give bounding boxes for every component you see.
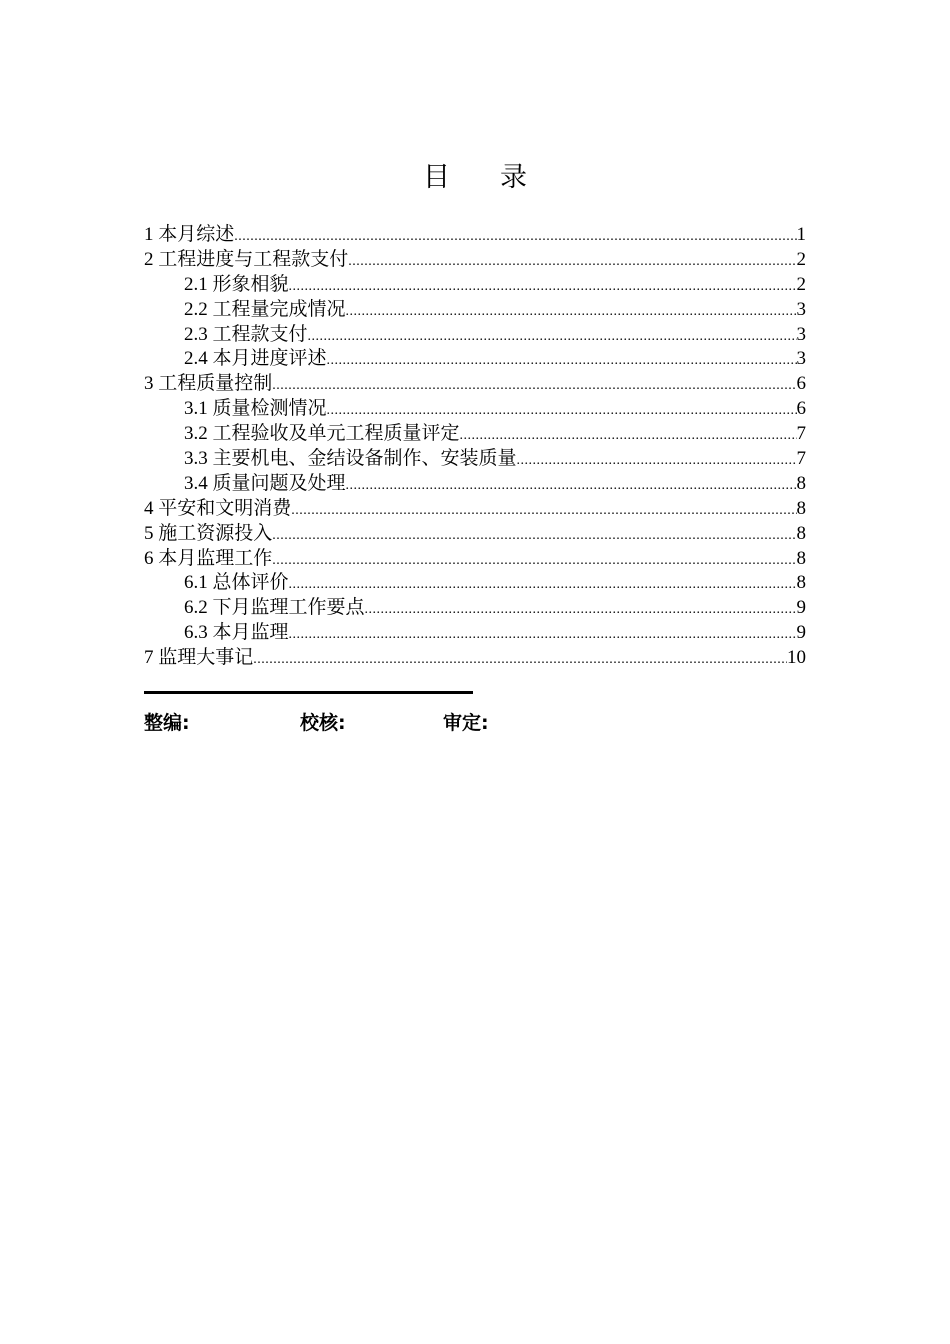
toc-entry[interactable]: [144, 497, 806, 522]
toc-entry-label: 2.3 工程款支付: [184, 323, 308, 345]
toc-dot-leader: [327, 349, 797, 374]
toc-entry[interactable]: [144, 522, 806, 547]
toc-entry-page-number: 3: [796, 323, 806, 345]
title-char-right: 录: [500, 162, 527, 192]
toc-dot-leader: [289, 623, 797, 648]
toc-entry[interactable]: [144, 223, 806, 248]
checked-by-label: 校核:: [300, 712, 346, 734]
toc-dot-leader: [272, 374, 796, 399]
toc-dot-leader: [346, 300, 797, 325]
toc-dot-leader: [460, 424, 797, 449]
toc-entry-page-number: 6: [796, 373, 806, 395]
toc-entry-page-number: 8: [796, 547, 806, 569]
toc-entry-label: 3.1 质量检测情况: [184, 398, 327, 420]
toc-entry-label: 7 监理大事记: [144, 647, 254, 669]
toc-entry-label: 4 平安和文明消费: [144, 497, 292, 519]
toc-entry-label: 5 施工资源投入: [144, 522, 273, 544]
toc-entry[interactable]: [144, 472, 806, 497]
toc-dot-leader: [348, 250, 796, 275]
title-char-left: 目: [423, 162, 450, 192]
toc-dot-leader: [346, 474, 797, 499]
toc-entry-label: 2.4 本月进度评述: [184, 348, 327, 370]
toc-entry-label: 2.1 形象相貌: [184, 273, 289, 295]
toc-entry[interactable]: [144, 248, 806, 273]
toc-entry-label: 3 工程质量控制: [144, 373, 273, 395]
toc-entry[interactable]: [144, 397, 806, 422]
toc-entry-label: 6 本月监理工作: [144, 547, 273, 569]
toc-entry[interactable]: [144, 646, 806, 671]
toc-entry[interactable]: [144, 273, 806, 298]
toc-dot-leader: [291, 499, 796, 524]
toc-entry[interactable]: [144, 298, 806, 323]
toc-dot-leader: [365, 598, 797, 623]
toc-entry[interactable]: [144, 347, 806, 372]
toc-entry[interactable]: [144, 447, 806, 472]
toc-entry-label: 2.2 工程量完成情况: [184, 298, 346, 320]
toc-entry[interactable]: [144, 571, 806, 596]
toc-entry[interactable]: [144, 422, 806, 447]
toc-dot-leader: [234, 225, 796, 250]
toc-dot-leader: [327, 399, 797, 424]
toc-entry-page-number: 2: [796, 248, 806, 270]
toc-dot-leader: [308, 325, 797, 350]
toc-entry-page-number: 8: [796, 497, 806, 519]
toc-entry[interactable]: [144, 372, 806, 397]
toc-entry-page-number: 7: [796, 448, 806, 470]
toc-entry-page-number: 9: [796, 597, 806, 619]
toc-entry[interactable]: [144, 323, 806, 348]
toc-entry[interactable]: [144, 547, 806, 572]
toc-dot-leader: [272, 524, 796, 549]
toc-dot-leader: [253, 648, 787, 673]
toc-entry-label: 3.4 质量问题及处理: [184, 472, 346, 494]
toc-entry[interactable]: [144, 621, 806, 646]
toc-dot-leader: [517, 449, 797, 474]
toc-entry-page-number: 3: [796, 348, 806, 370]
toc-entry-label: 6.3 本月监理: [184, 622, 289, 644]
toc-entry-label: 3.3 主要机电、金结设备制作、安装质量: [184, 448, 517, 470]
toc-entry-page-number: 9: [796, 622, 806, 644]
toc-entry-page-number: 7: [796, 423, 806, 445]
toc-dot-leader: [289, 275, 797, 300]
toc-entry-label: 6.2 下月监理工作要点: [184, 597, 365, 619]
toc-entry-page-number: 6: [796, 398, 806, 420]
toc-entry-label: 2 工程进度与工程款支付: [144, 248, 349, 270]
toc-entry-page-number: 8: [796, 522, 806, 544]
table-of-contents: [144, 223, 806, 671]
toc-entry-label: 6.1 总体评价: [184, 572, 289, 594]
toc-entry[interactable]: [144, 596, 806, 621]
toc-entry-label: 3.2 工程验收及单元工程质量评定: [184, 423, 460, 445]
approved-by-label: 审定:: [443, 712, 489, 734]
toc-dot-leader: [272, 549, 796, 574]
page-title: [0, 155, 950, 194]
toc-dot-leader: [289, 573, 797, 598]
compiled-by-label: 整编:: [144, 712, 190, 734]
toc-entry-page-number: 8: [796, 572, 806, 594]
toc-entry-page-number: 2: [796, 273, 806, 295]
toc-entry-page-number: 3: [796, 298, 806, 320]
divider-rule: [144, 691, 473, 694]
toc-entry-page-number: 8: [796, 472, 806, 494]
toc-entry-page-number: 1: [796, 224, 806, 245]
toc-entry-label: 1 本月综述: [144, 224, 235, 245]
toc-entry-page-number: 10: [787, 647, 806, 669]
